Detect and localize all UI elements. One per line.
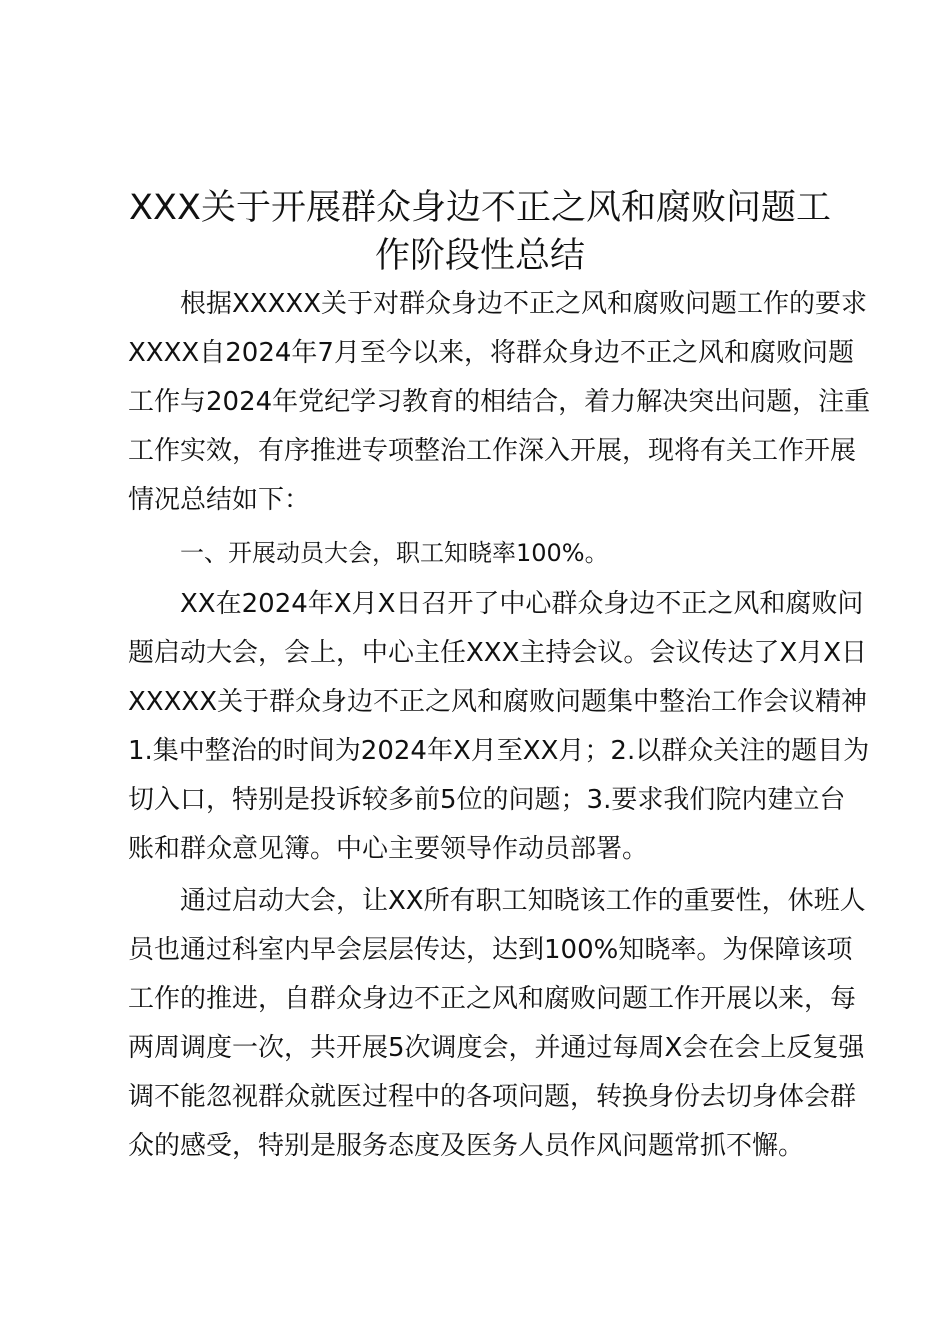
text-line: XXXXX关于群众身边不正之风和腐败问题集中整治工作会议精神 xyxy=(128,687,868,717)
text-line: 切入口，特别是投诉较多前5位的问题；3.要求我们院内建立台 xyxy=(128,785,846,815)
paragraph-intro xyxy=(128,280,871,525)
document-title-line-1: XXX关于开展群众身边不正之风和腐败问题工 xyxy=(129,188,831,228)
text-line: 账和群众意见簿。中心主要领导作动员部署。 xyxy=(128,834,649,864)
text-line: 众的感受，特别是服务态度及医务人员作风问题常抓不懈。 xyxy=(128,1131,805,1161)
text-line: 题启动大会，会上，中心主任XXX主持会议。会议传达了X月X日 xyxy=(128,638,868,668)
paragraph-results xyxy=(128,877,868,1171)
text-line: 根据XXXXX关于对群众身边不正之风和腐败问题工作的要求 xyxy=(180,289,868,319)
text-line: 工作实效，有序推进专项整治工作深入开展，现将有关工作开展 xyxy=(128,436,857,466)
text-line: 1.集中整治的时间为2024年X月至XX月；2.以群众关注的题目为 xyxy=(128,736,870,766)
text-line: 工作的推进，自群众身边不正之风和腐败问题工作开展以来，每 xyxy=(128,984,857,1014)
text-line: 两周调度一次，共开展5次调度会，并通过每周X会在会上反复强 xyxy=(128,1033,865,1063)
text-line: 员也通过科室内早会层层传达，达到100%知晓率。为保障该项 xyxy=(128,935,853,965)
section-heading-block xyxy=(128,529,868,578)
text-line: 工作与2024年党纪学习教育的相结合，着力解决突出问题，注重 xyxy=(128,387,871,417)
section-heading: 一、开展动员大会，职工知晓率100%。 xyxy=(180,539,609,567)
text-line: 情况总结如下： xyxy=(128,485,311,515)
text-line: 通过启动大会，让XX所有职工知晓该工作的重要性，休班人 xyxy=(180,886,866,916)
document-title-line-2: 作阶段性总结 xyxy=(374,236,585,276)
text-line: XXXX自2024年7月至今以来，将群众身边不正之风和腐败问题 xyxy=(128,338,854,368)
text-line: 调不能忽视群众就医过程中的各项问题，转换身份去切身体会群 xyxy=(128,1082,857,1112)
text-line: XX在2024年X月X日召开了中心群众身边不正之风和腐败问 xyxy=(180,589,864,619)
paragraph-meeting xyxy=(128,580,868,874)
